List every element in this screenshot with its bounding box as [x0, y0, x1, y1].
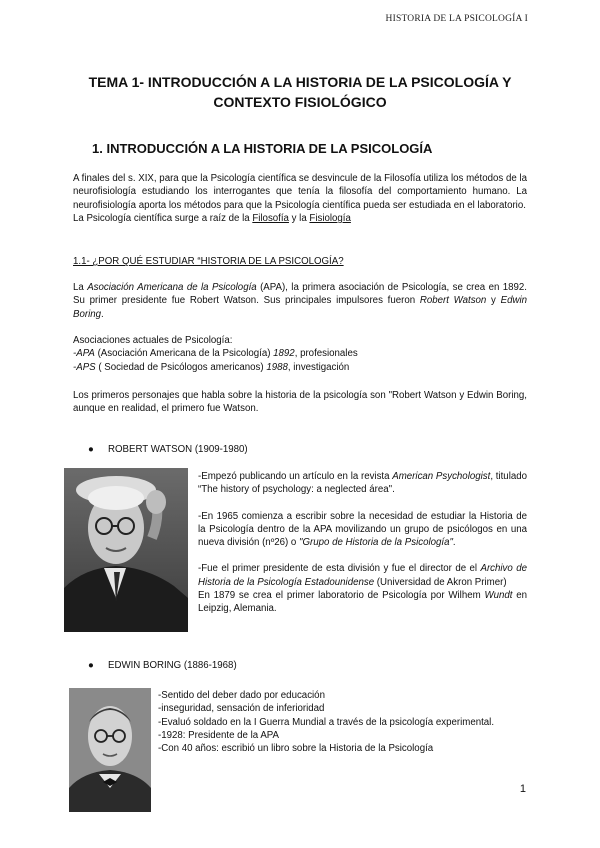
intro-text: A finales del s. XIX, para que la Psicología científica se desvincule de la Filosofía utiliza los métodos de la neurofisiología estudiando los interrogantes que tenía la filosofía del comportamiento humano. La neurofisiología aporta los métodos para que la Psicología científica pueda ser estudiada en el laboratorio.	[73, 173, 527, 211]
watson-fact-3-archive: Archivo de Historia de la Psicología Estadounidense	[198, 563, 527, 588]
boring-fact: -Evaluó soldado en la I Guerra Mundial a través de la psicología experimental.	[158, 716, 495, 728]
watson-fact-2-group: "Grupo de Historia de la Psicología"	[299, 537, 453, 549]
bullet-watson-label: ROBERT WATSON (1909-1980)	[108, 444, 248, 455]
association-aps-year: 1988	[266, 361, 288, 373]
boring-fact: -inseguridad, sensación de inferioridad	[158, 703, 325, 715]
watson-fact-1	[198, 470, 527, 497]
watson-fact-4-text-a: En 1879 se crea el primer laboratorio de Psicología por Wilhem	[198, 590, 485, 602]
apa-paragraph	[73, 281, 527, 321]
boring-photo-icon	[69, 688, 151, 812]
boring-fact: -Sentido del deber dado por educación	[158, 690, 325, 701]
apa-boring: Edwin Boring	[73, 295, 528, 320]
association-apa-year: 1892	[273, 348, 295, 360]
link-filosofia[interactable]: Filosofía	[252, 213, 289, 225]
bullet-dot-icon: ●	[88, 444, 94, 455]
bullet-boring-label: EDWIN BORING (1886-1968)	[108, 660, 237, 671]
watson-fact-4	[198, 589, 527, 616]
watson-portrait	[64, 468, 188, 632]
watson-fact-1-text-b: , titulado “The history of psychology: a neglected área".	[198, 471, 528, 496]
apa-watson: Robert Watson	[419, 295, 487, 307]
running-header: HISTORIA DE LA PSICOLOGÍA I	[385, 14, 528, 24]
boring-fact: -1928: Presidente de la APA	[158, 729, 279, 741]
watson-fact-3-text-b: (Universidad de Akron Primer)	[374, 576, 507, 588]
watson-facts	[198, 470, 527, 616]
bullet-dot-icon: ●	[88, 660, 94, 671]
watson-fact-2	[198, 510, 527, 550]
association-aps	[73, 361, 527, 374]
association-aps-abbr: -APS	[73, 361, 96, 373]
watson-fact-1-text-a: -Empezó publicando un artículo en la revista	[198, 471, 393, 482]
title-line-1: TEMA 1- INTRODUCCIÓN A LA HISTORIA DE LA PSICOLOGÍA Y	[88, 74, 512, 90]
intro-line-2-text-a: La Psicología científica surge a raíz de la	[73, 213, 253, 225]
association-apa	[73, 347, 527, 360]
apa-text-c: y	[486, 295, 501, 307]
association-apa-rest: , profesionales	[294, 348, 358, 360]
link-fisiologia[interactable]: Fisiología	[309, 213, 351, 225]
bullet-watson	[88, 444, 248, 455]
apa-text-b: (APA), la primera asociación de Psicología, se crea en 1892. Su primer presidente fue Robert Watson. Sus principales impulsores fueron	[73, 282, 527, 307]
boring-fact: -Con 40 años: escribió un libro sobre la Historia de la Psicología	[158, 743, 434, 755]
document-title	[60, 72, 540, 112]
watson-fact-3-text-a: -Fue el primer presidente de esta división y fue el director de el	[198, 563, 481, 575]
subsection-heading: 1.1- ¿POR QUÉ ESTUDIAR “HISTORIA DE LA PSICOLOGÍA?	[73, 256, 344, 267]
watson-fact-1-journal: American Psychologist	[392, 471, 491, 482]
association-apa-text: (Asociación Americana de la Psicología)	[94, 348, 274, 360]
association-aps-rest: , investigación	[287, 361, 350, 373]
boring-facts	[158, 689, 528, 755]
intro-line-2	[73, 212, 527, 225]
bullet-boring	[88, 660, 237, 671]
watson-fact-3	[198, 562, 527, 589]
apa-name: Asociación Americana de la Psicología	[87, 282, 257, 293]
page-number: 1	[519, 783, 526, 795]
intro-line-2-text-b: y la	[288, 213, 310, 225]
watson-photo-icon	[64, 468, 188, 632]
boring-portrait	[69, 688, 151, 812]
apa-text-a: La	[73, 282, 88, 293]
watson-fact-4-text-b: en Leipzig, Alemania.	[198, 590, 527, 615]
watson-fact-4-wundt: Wundt	[484, 590, 513, 602]
apa-text-d: .	[101, 308, 104, 320]
title-line-2: CONTEXTO FISIOLÓGICO	[213, 94, 387, 110]
watson-fact-2-text-a: -En 1965 comienza a escribir sobre la necesidad de estudiar la Historia de la Psicología dentro de la APA movilizando un grupo de psicólogos en una nueva división (nº26) o	[198, 510, 527, 549]
section-heading: 1. INTRODUCCIÓN A LA HISTORIA DE LA PSICOLOGÍA	[92, 141, 433, 156]
watson-fact-2-text-b: .	[452, 537, 456, 549]
intro-paragraph	[73, 172, 527, 226]
first-figures-paragraph: Los primeros personajes que habla sobre la historia de la psicología son "Robert Watson y Edwin Boring, aunque en realidad, el primero fue Watson.	[73, 390, 527, 415]
association-aps-text: ( Sociedad de Psicólogos americanos)	[95, 361, 267, 373]
associations-list	[73, 334, 527, 374]
association-apa-abbr: -APA	[73, 348, 95, 360]
associations-heading: Asociaciones actuales de Psicología:	[73, 335, 233, 346]
